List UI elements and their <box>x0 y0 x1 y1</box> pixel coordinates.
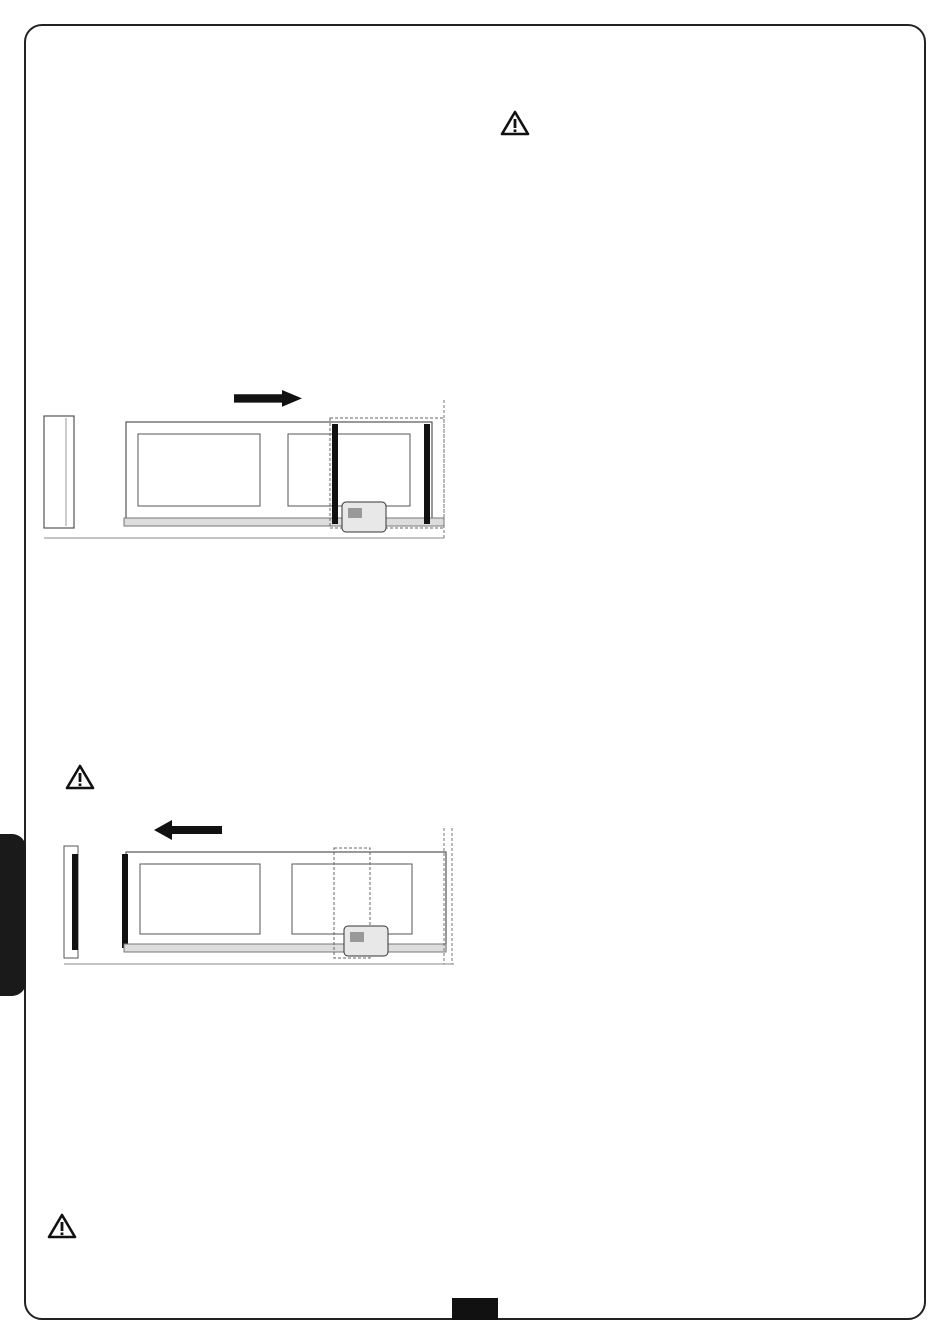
warning-icon <box>500 110 530 136</box>
page-number-mark <box>452 1298 498 1320</box>
terminal-diagram-limit-switches <box>505 145 910 340</box>
gate-illustration-opening <box>44 390 454 540</box>
terminal-diagram-safety-edges <box>52 1062 457 1184</box>
terminal-diagram-emergency-stop <box>505 728 910 850</box>
warning-icon <box>47 1213 77 1239</box>
gate-illustration-closing <box>64 818 456 968</box>
section-tab <box>0 834 26 996</box>
warning-icon <box>65 764 95 790</box>
